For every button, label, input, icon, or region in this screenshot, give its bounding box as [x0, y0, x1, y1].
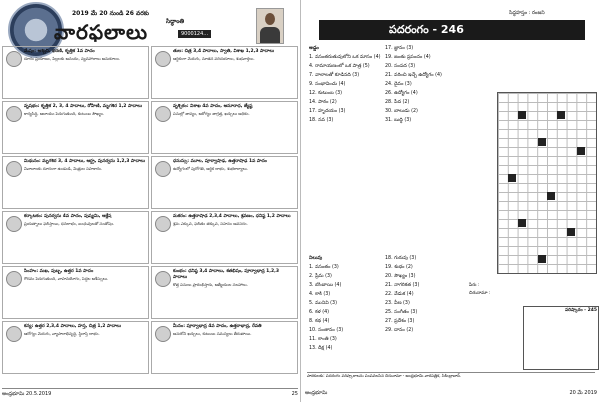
solution-title: పరిష్కారం - 245: [565, 308, 597, 313]
sign-text: వివాదాలకు దూరంగా ఉండండి, మిత్రుల సహకారం.: [24, 166, 103, 171]
sign-box: [2, 321, 149, 374]
sign-name: సింహం: మఖ, పుబ్బ, ఉత్తర 1వ పాదం: [24, 269, 94, 274]
clue: 19. జంతు ప్రపంచం (4): [385, 55, 431, 60]
clue: 18. నవ (3): [309, 118, 334, 123]
sign-name: వృషభం: కృత్తిక 2, 3, 4 పాదాలు, రోహిణి, మృగశిర 1,2 పాదాలు: [24, 104, 143, 109]
week-date: 2019 మే 20 నుండి 26 వరకు: [72, 10, 149, 17]
sign-box: [2, 46, 149, 99]
crossword-grid[interactable]: [497, 92, 597, 274]
sign-box: [2, 101, 149, 154]
sign-icon: [155, 51, 171, 67]
clue: 12. కుటుంబ (3): [309, 91, 343, 96]
clue: 31. బుద్ధి (3): [385, 118, 412, 123]
clue: 5. మునివి (3): [309, 301, 337, 306]
sign-box: [151, 101, 298, 154]
clue: 25. సంగీతం (3): [385, 310, 418, 315]
page-title: వారఫలాలు: [54, 20, 149, 44]
sign-text: కార్యసిద్ధి, ఆదాయం పెరుగుతుంది, కుటుంబ సౌఖ్యం.: [24, 111, 105, 116]
clue: 17. జ్ఞానం (3): [385, 46, 414, 51]
clue: 1. వసంతరుతువులోని ఒక మాసం (4): [309, 55, 381, 60]
left-footer-publication: ఆంధ్రభూమి 20.5.2019: [2, 391, 52, 397]
clue: 20. సౌఖ్యం (3): [385, 274, 416, 279]
sign-name: వృశ్చికం: విశాఖ 4వ పాదం, అనూరాధ, జ్యేష్ఠ: [173, 104, 253, 109]
clue: 30. బాలుడు (2): [385, 109, 418, 114]
black-cell: [508, 174, 516, 182]
astrologer-name: సిద్ధాంతి: [166, 18, 185, 25]
sign-name: తుల: చిత్ర 3,4 పాదాలు, స్వాతి, విశాఖ 1,2,3 పాదాలు: [173, 49, 275, 54]
sign-icon: [6, 106, 22, 122]
form-address-label: చిరునామా :: [469, 291, 491, 296]
black-cell: [538, 138, 546, 146]
sign-box: [151, 321, 298, 374]
clue: 6. కళ (4): [309, 310, 330, 315]
sign-icon: [155, 106, 171, 122]
clue: 21. నాగరికత (3): [385, 283, 420, 288]
sign-name: కర్కాటకం: పునర్వసు 4వ పాదం, పుష్యమి, ఆశ్లేష: [24, 214, 112, 219]
across-clues-right: [385, 44, 495, 125]
clue: 19. శుభం (2): [385, 265, 413, 270]
sign-box: [2, 211, 149, 264]
astrologer-phone: 9000124...: [178, 30, 211, 38]
black-cell: [547, 192, 555, 200]
clue: 22. వేడుక (4): [385, 292, 414, 297]
solution-box: [523, 306, 599, 370]
clue: 3. బొంబాయి (4): [309, 283, 342, 288]
sign-name: ధనుస్సు: మూల, పూర్వాషాఢ, ఉత్తరాషాఢ 1వ పాదం: [173, 159, 267, 164]
clue: 10. సంతానం (3): [309, 328, 344, 333]
clue: 27. ప్రదేశం (3): [385, 319, 415, 324]
black-cell: [518, 219, 526, 227]
sign-icon: [6, 51, 22, 67]
sign-text: ఉద్యోగంలో పురోగతి, ఆర్థిక లాభం, శుభకార్యాలు.: [173, 166, 249, 171]
clue: 23. వీణ (3): [385, 301, 410, 306]
sign-icon: [155, 271, 171, 287]
clue: 24. దైవం (3): [385, 82, 412, 87]
clue: 17. హృదయం (3): [309, 109, 346, 114]
sign-name: కన్య: ఉత్తర 2,3,4 పాదాలు, హస్త, చిత్ర 1,2 పాదాలు: [24, 324, 121, 329]
sign-icon: [6, 326, 22, 342]
sign-text: అనుకోని ఖర్చులు, కుటుంబ సమస్యలు తీరుతాయి.: [173, 331, 252, 336]
sign-box: [2, 156, 149, 209]
clue: 28. పేద (2): [385, 100, 410, 105]
clue: 29. దానం (2): [385, 328, 414, 333]
right-footer: [305, 390, 597, 397]
clue: 13. దీక్ష (4): [309, 346, 333, 351]
sign-box: [151, 211, 298, 264]
sign-text: కొత్త పనులు ప్రారంభిస్తారు, ఆత్మీయుల సలహాలు.: [173, 282, 248, 287]
sign-text: ఆరోగ్యం మెరుగు, వ్యాపారాభివృద్ధి, స్థిరాస్తి లాభం.: [24, 331, 100, 336]
sign-icon: [155, 216, 171, 232]
clue: 2. ప్రేమ (3): [309, 274, 332, 279]
black-cell: [557, 111, 565, 119]
down-heading: నిలువు: [309, 256, 323, 261]
signs-grid: [2, 46, 298, 374]
sign-name: మకరం: ఉత్తరాషాఢ 2,3,4 పాదాలు, శ్రవణం, ధనిష్ఠ 1,2 పాదాలు: [173, 214, 291, 219]
clue: 14. పాఠం (2): [309, 100, 337, 105]
sign-box: [151, 266, 298, 319]
clue: 8. కథ (4): [309, 319, 330, 324]
sign-icon: [155, 326, 171, 342]
crossword-page: [300, 0, 600, 402]
sign-name: మేషం: అశ్విని, భరణి, కృత్తిక 1వ పాదం: [24, 49, 95, 54]
black-cell: [567, 228, 575, 236]
sign-icon: [155, 161, 171, 177]
sign-text: శ్రమ ఎక్కువ, ఫలితం తక్కువ, సహనం అవసరం.: [173, 221, 248, 226]
sign-text: గౌరవం పెరుగుతుంది, వాహనయోగం, పెద్దల ఆశీస్సులు.: [24, 276, 109, 281]
sign-icon: [6, 271, 22, 287]
sign-text: పనుల్లో జాప్యం, ఆరోగ్యం జాగ్రత్త, ఖర్చులు అధికం.: [173, 111, 250, 116]
sign-name: మిథునం: మృగశిర 3, 4 పాదాలు, ఆర్ద్ర, పునర్వసు 1,2,3 పాదాలు: [24, 159, 146, 164]
clue: 26. ఉద్యోగం (4): [385, 91, 418, 96]
clue: 9. సంభావించు (4): [309, 82, 346, 87]
black-cell: [518, 111, 526, 119]
crossword-title: పదరంగం - 246: [319, 20, 585, 40]
down-clues-right: [385, 254, 467, 335]
clue: 4. రామాయణంలో ఒక పాత్ర (5): [309, 64, 370, 69]
sign-name: మీనం: పూర్వాభాద్ర 4వ పాదం, ఉత్తరాభాద్ర, రేవతి: [173, 324, 262, 329]
clue: 20. సంపద (3): [385, 64, 416, 69]
reader-note: పాఠకులకు: పదరంగం పరిష్కారాలను పంపవలసిన చిరునామా - ఆంధ్రభూమి వారపత్రిక, సికింద్రాబాద్.: [307, 372, 595, 378]
black-cell: [577, 147, 585, 155]
crossword-credit: సిద్ధహస్తం : రంజని: [509, 10, 545, 16]
clue: 21. వరించి ఇచ్చే ఉద్యోగం (4): [385, 73, 442, 78]
sign-icon: [6, 161, 22, 177]
sign-name: కుంభం: ధనిష్ఠ 3,4 పాదాలు, శతభిషం, పూర్వాభాద్ర 1,2,3 పాదాలు: [173, 269, 279, 280]
across-heading: అడ్డం: [309, 46, 319, 51]
clue: 4. కాకి (3): [309, 292, 331, 297]
sign-text: ఆర్థికంగా మెరుగు, నూతన పరిచయాలు, శుభవార్తలు.: [173, 56, 255, 61]
form-name-label: పేరు :: [469, 283, 480, 288]
left-footer: [2, 388, 298, 398]
sign-icon: [6, 216, 22, 232]
right-footer-date: 20 మే 2019: [569, 390, 597, 396]
sign-text: దూరం ప్రయాణం, పిల్లలకు ఆనందం, వ్యవహారాలు అనుకూలం.: [24, 56, 121, 61]
sign-box: [151, 156, 298, 209]
clue: 1. వసంతం (3): [309, 265, 339, 270]
sign-text: ప్రయత్నాలు ఫలిస్తాయి, ధనలాభం, బంధువులతో సంతోషం.: [24, 221, 115, 226]
clue: 18. గురువు (3): [385, 256, 417, 261]
left-footer-page: 25: [291, 391, 298, 397]
clue: 11. కాంతి (3): [309, 337, 337, 342]
right-footer-publication: ఆంధ్రభూమి: [305, 390, 328, 396]
entry-form: [469, 282, 595, 298]
sign-box: [151, 46, 298, 99]
sign-box: [2, 266, 149, 319]
black-cell: [538, 255, 546, 263]
astrologer-photo: [256, 8, 284, 44]
horoscope-header: [0, 0, 300, 44]
clue: 7. వాలాలతో కూడినది (3): [309, 73, 360, 78]
